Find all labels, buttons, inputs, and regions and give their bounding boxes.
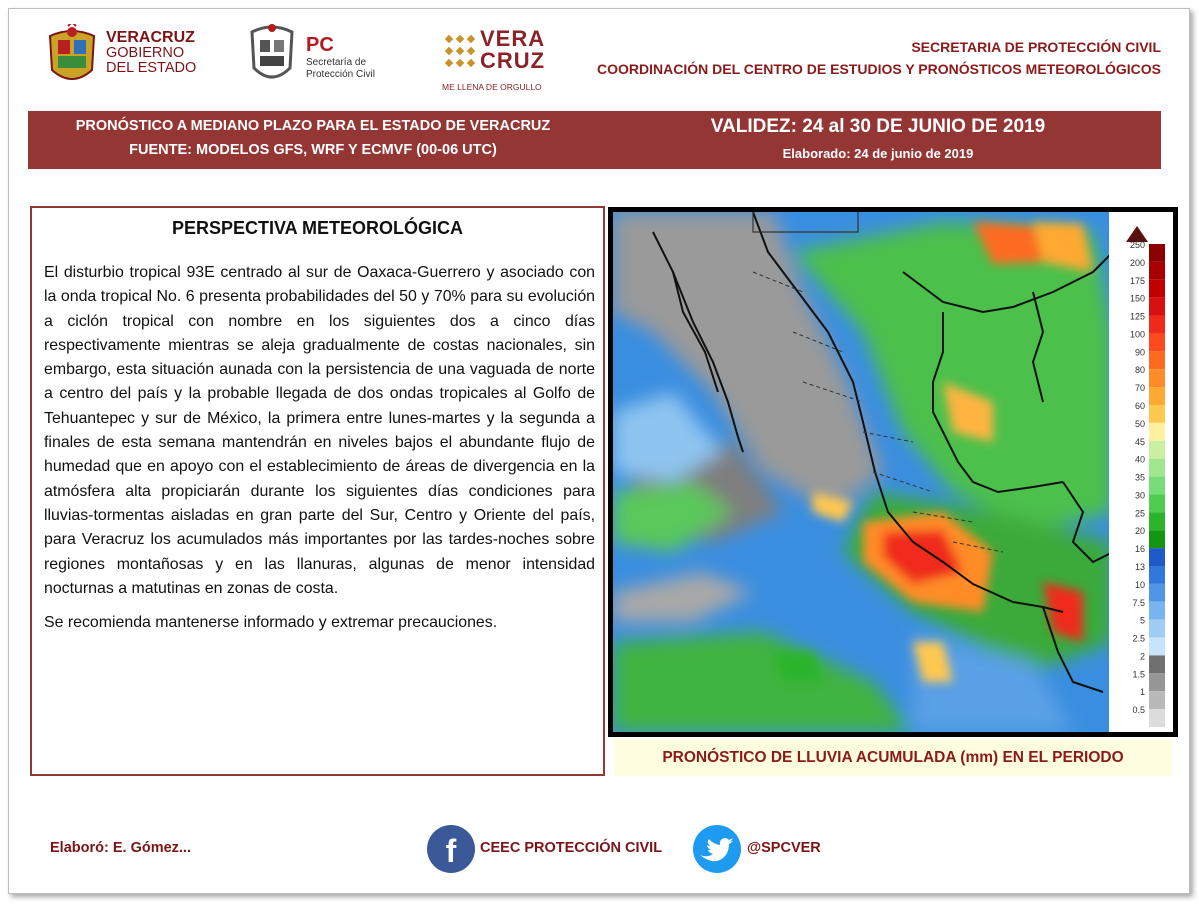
legend-label: 30 (1134, 490, 1145, 501)
forecast-banner (28, 111, 1161, 169)
legend-swatch (1149, 369, 1165, 387)
legend-label: 13 (1134, 562, 1145, 572)
pc-subtitle-line1: Secretaría de (306, 57, 367, 68)
legend-label: 35 (1134, 472, 1145, 483)
proteccion-civil-logo (244, 22, 394, 88)
legend-label: 25 (1134, 508, 1145, 519)
legend-swatch (1149, 262, 1165, 280)
pc-shield-icon (244, 22, 300, 88)
legend-label: 16 (1134, 544, 1145, 555)
legend-swatch (1149, 405, 1165, 423)
veracruz-logo-line1: VERACRUZ (106, 29, 195, 46)
map-caption: PRONÓSTICO DE LLUVIA ACUMULADA (mm) EN EL PERIODO (614, 739, 1172, 776)
organization-titles (597, 36, 1161, 80)
legend-label: 20 (1134, 526, 1145, 537)
banner-validity: VALIDEZ: 24 al 30 DE JUNIO DE 2019 (710, 116, 1046, 137)
rainfall-map-frame (608, 207, 1178, 737)
pattern-icon (442, 32, 478, 72)
legend-swatch (1149, 423, 1165, 441)
legend-swatch (1149, 351, 1165, 369)
legend-swatch (1149, 459, 1165, 477)
legend-swatch (1149, 333, 1165, 351)
legend-label: 100 (1129, 329, 1145, 340)
veracruz-logo-line2: GOBIERNO (106, 45, 185, 61)
veracruz-logo-line3: DEL ESTADO (106, 60, 197, 76)
banner-title: PRONÓSTICO A MEDIANO PLAZO PARA EL ESTADO DE VERACRUZ (75, 118, 551, 134)
legend-label: 40 (1134, 454, 1145, 465)
legend-swatch (1149, 602, 1165, 620)
perspective-paragraph-2: Se recomienda mantenerse informado y extremar precauciones. (44, 614, 498, 632)
legend-swatch (1149, 691, 1165, 709)
legend-label: 1 (1139, 687, 1145, 698)
veracruz-logo-text (106, 30, 196, 76)
legend-swatch (1149, 566, 1165, 584)
vc-logo-slogan: ME LLENA DE ORGULLO (442, 82, 542, 92)
rainfall-map (613, 212, 1173, 732)
banner-source: FUENTE: MODELOS GFS, WRF Y ECMVF (00-06 UTC) (129, 142, 497, 158)
vc-logo-text (480, 28, 545, 72)
legend-label: 0.5 (1132, 705, 1145, 716)
legend-label: 10 (1134, 579, 1145, 590)
perspective-heading: PERSPECTIVA METEOROLÓGICA (171, 218, 464, 238)
legend-swatch (1149, 280, 1165, 298)
legend-swatch (1149, 494, 1165, 512)
legend-swatch (1149, 620, 1165, 638)
legend-label: 2.5 (1132, 633, 1145, 644)
author-credit: Elaboró: E. Gómez... (50, 840, 191, 856)
org-line2: COORDINACIÓN DEL CENTRO DE ESTUDIOS Y PRONÓSTICOS METEOROLÓGICOS (597, 61, 1161, 77)
legend-label: 175 (1129, 275, 1145, 286)
legend-label: 2 (1139, 651, 1145, 662)
pc-acronym: PC (306, 34, 334, 56)
perspective-text (44, 261, 595, 645)
legend-label: 45 (1134, 436, 1145, 447)
legend-swatch (1149, 298, 1165, 316)
legend-swatch (1149, 673, 1165, 691)
legend-swatch (1149, 584, 1165, 602)
legend-swatch (1149, 477, 1165, 495)
twitter-icon[interactable] (693, 825, 741, 873)
vc-logo-line1: VERA (480, 26, 546, 51)
legend-label: 5 (1139, 615, 1145, 626)
legend-swatch (1149, 638, 1165, 656)
twitter-link[interactable]: @SPCVER (747, 840, 821, 856)
pc-subtitle-line2: Protección Civil (306, 69, 375, 80)
veracruz-orgullo-logo (440, 26, 560, 96)
legend-label: 150 (1129, 293, 1145, 304)
legend-label: 7.5 (1132, 597, 1145, 608)
banner-prepared: Elaborado: 24 de junio de 2019 (782, 146, 974, 161)
legend-label: 50 (1134, 418, 1145, 429)
coat-of-arms-icon (44, 24, 100, 90)
legend-swatch (1149, 441, 1165, 459)
perspective-panel (30, 206, 605, 776)
legend-label: 250 (1129, 240, 1145, 250)
rainfall-map-image (613, 212, 1173, 732)
veracruz-government-logo (44, 24, 204, 92)
twitter-bird-icon (693, 825, 741, 873)
legend-label: 1.5 (1132, 669, 1145, 680)
legend-swatch (1149, 244, 1165, 262)
legend-label: 70 (1134, 383, 1145, 394)
pc-subtitle (306, 57, 375, 81)
legend-swatch (1149, 387, 1165, 405)
legend-label: 60 (1134, 401, 1145, 411)
legend-swatch (1149, 709, 1165, 727)
legend-swatch (1149, 655, 1165, 673)
legend-swatch (1149, 548, 1165, 566)
legend-swatch (1149, 512, 1165, 530)
legend-label: 125 (1129, 311, 1145, 322)
facebook-link[interactable]: CEEC PROTECCIÓN CIVIL (480, 840, 663, 856)
legend-label: 200 (1129, 257, 1145, 268)
legend-label: 80 (1134, 365, 1145, 376)
vc-logo-line2: CRUZ (480, 48, 546, 73)
org-line1: SECRETARIA DE PROTECCIÓN CIVIL (911, 39, 1161, 55)
legend-swatch (1149, 530, 1165, 548)
perspective-paragraph-1: El disturbio tropical 93E centrado al sur de Oaxaca-Guerrero y asociado con la onda tropical No. 6 presenta probabilidades del 50 y 70% para su evolución a ciclón tropical con nombre en los siguientes dos a cinco días respectivamente mientras se aleja gradualmente de costas nacionales, sin embargo, esta situación aunada con la persistencia de una vaguada de norte a centro del país y la probable llegada de dos ondas tropicales al Golfo de Tehuantepec y sur de México, la primera entre lunes-martes y la segunda a finales de esta semana mantendrán en niveles bajos el abundante flujo de humedad que en apoyo con el establecimiento de áreas de divergencia en la atmósfera alta propiciarán durante los siguientes días condiciones para lluvias-tormentas aisladas en gran parte del Sur, Centro y Oriente del país, para Veracruz los acumulados más importantes por las tardes-noches sobre regiones montañosas y en las llanuras, algunas de menor intensidad nocturnas a matutinas en zonas de costa. (44, 264, 595, 597)
facebook-glyph: f (445, 833, 457, 869)
facebook-icon[interactable] (427, 825, 475, 873)
legend-swatch (1149, 316, 1165, 334)
legend-label: 90 (1134, 347, 1145, 358)
